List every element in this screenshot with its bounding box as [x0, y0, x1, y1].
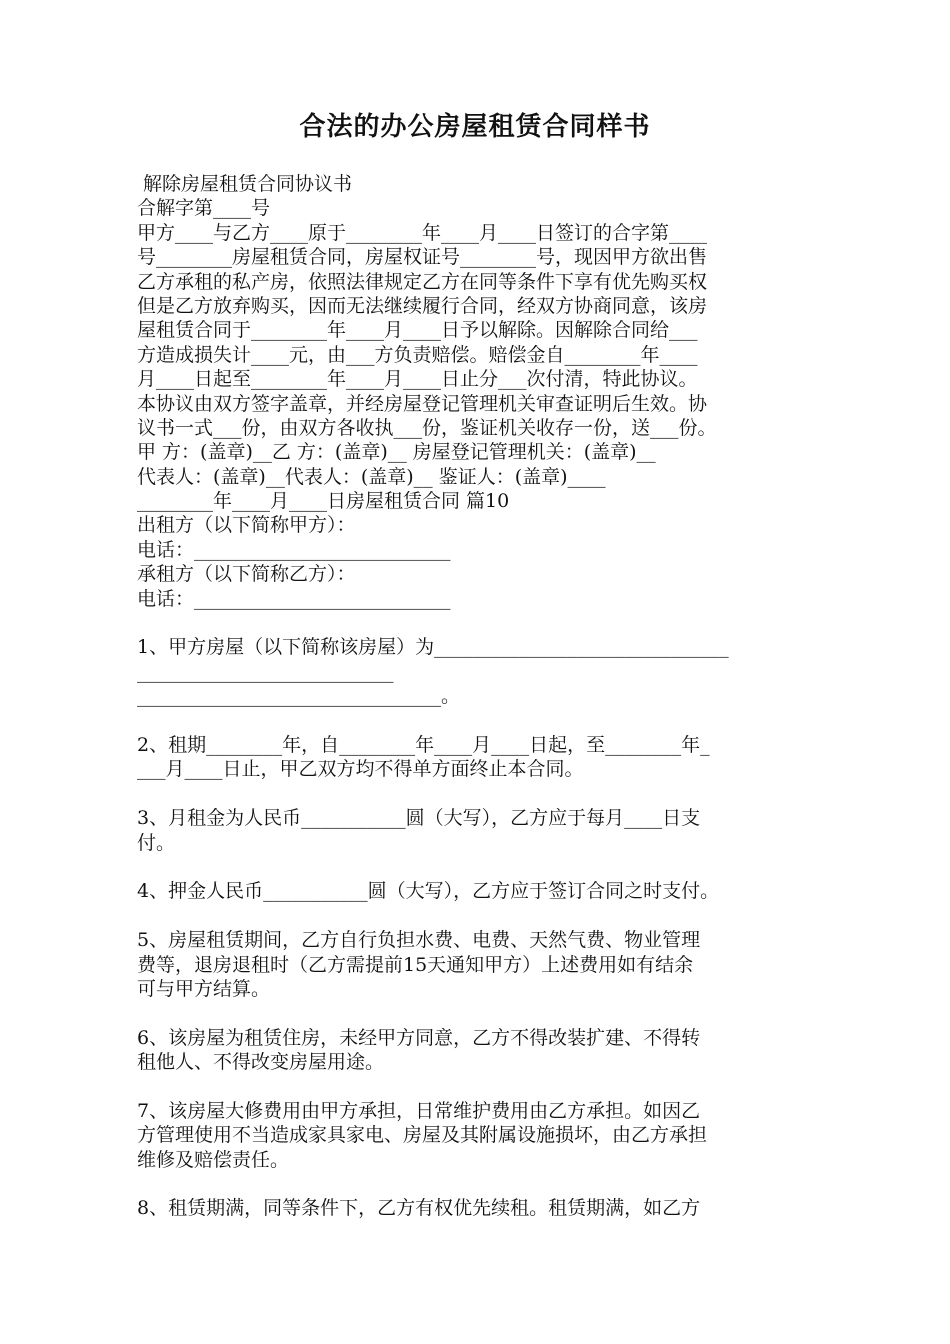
text-line: ________________________________。	[137, 685, 461, 708]
text-line: 但是乙方放弃购买，因而无法继续履行合同，经双方协商同意，该房	[137, 294, 708, 317]
text-line: 4、押金人民币___________圆（大写），乙方应于签订合同之时支付。	[137, 880, 720, 903]
text-line: 方管理使用不当造成家具家电、房屋及其附属设施损坏，由乙方承担	[137, 1124, 708, 1147]
text-line: 合解字第____号	[137, 197, 271, 220]
text-line: 8、租赁期满，同等条件下，乙方有权优先续租。租赁期满，如乙方	[137, 1197, 701, 1220]
document-body	[137, 172, 817, 1221]
text-line: 7、该房屋大修费用由甲方承担，日常维护费用由乙方承担。如因乙	[137, 1099, 701, 1122]
text-line: 承租方（以下简称乙方）：	[137, 563, 356, 586]
text-line: 2、租期________年，自________年____月____日起，至________年_	[137, 733, 710, 756]
text-line: 本协议由双方签字盖章，并经房屋登记管理机关审查证明后生效。协	[137, 392, 708, 415]
text-line: 1、甲方房屋（以下简称该房屋）为_______________________________	[137, 636, 729, 659]
paragraph-spacer	[137, 611, 817, 635]
text-line: 电话：___________________________	[137, 587, 451, 610]
text-line: 方造成损失计____元，由___方负责赔偿。赔偿金自________年____	[137, 343, 698, 366]
text-line: 甲 方：(盖章)__乙 方：(盖章)__ 房屋登记管理机关：(盖章)__	[137, 441, 656, 464]
paragraph-spacer	[137, 709, 817, 733]
text-line: 租他人、不得改变房屋用途。	[137, 1051, 385, 1074]
paragraph-spacer	[137, 1074, 817, 1098]
text-line: 议书一式___份，由双方各收执___份，鉴证机关收存一份，送___份。	[137, 416, 717, 439]
text-line: 3、月租金为人民币___________圆（大写），乙方应于每月____日支	[137, 807, 701, 830]
text-line: 费等，退房退租时（乙方需提前15天通知甲方）上述费用如有结余	[137, 953, 694, 976]
text-line: 5、房屋租赁期间，乙方自行负担水费、电费、天然气费、物业管理	[137, 929, 701, 952]
paragraph-spacer	[137, 855, 817, 879]
text-line: 6、该房屋为租赁住房，未经甲方同意，乙方不得改装扩建、不得转	[137, 1026, 701, 1049]
paragraph-spacer	[137, 904, 817, 928]
text-line: 月____日起至________年____月____日止分___次付清，特此协议。	[137, 368, 698, 391]
text-line: ________年____月____日房屋租赁合同 篇10	[137, 490, 510, 513]
text-line: 电话：___________________________	[137, 538, 451, 561]
text-line: ___月____日止，甲乙双方均不得单方面终止本合同。	[137, 758, 584, 781]
text-line: 乙方承租的私产房，依照法律规定乙方在同等条件下享有优先购买权	[137, 270, 708, 293]
text-line: 代表人：(盖章)__代表人：(盖章)__ 鉴证人：(盖章)____	[137, 465, 606, 488]
text-line: ___________________________	[137, 660, 394, 683]
text-line: 甲方____与乙方____原于________年____月____日签订的合字第____	[137, 221, 708, 244]
text-line: 出租方（以下简称甲方）：	[137, 514, 356, 537]
document-title: 合法的办公房屋租赁合同样书	[299, 112, 651, 142]
paragraph-spacer	[137, 782, 817, 806]
text-line: 解除房屋租赁合同协议书	[137, 173, 353, 195]
text-line: 付。	[137, 831, 176, 854]
paragraph-spacer	[137, 1172, 817, 1196]
text-line: 号________房屋租赁合同，房屋权证号________号，现因甲方欲出售	[137, 246, 708, 269]
text-line: 可与甲方结算。	[137, 977, 271, 1000]
text-line: 维修及赔偿责任。	[137, 1148, 290, 1171]
paragraph-spacer	[137, 1001, 817, 1025]
text-line: 屋租赁合同于________年____月____日予以解除。因解除合同给___	[137, 319, 698, 342]
